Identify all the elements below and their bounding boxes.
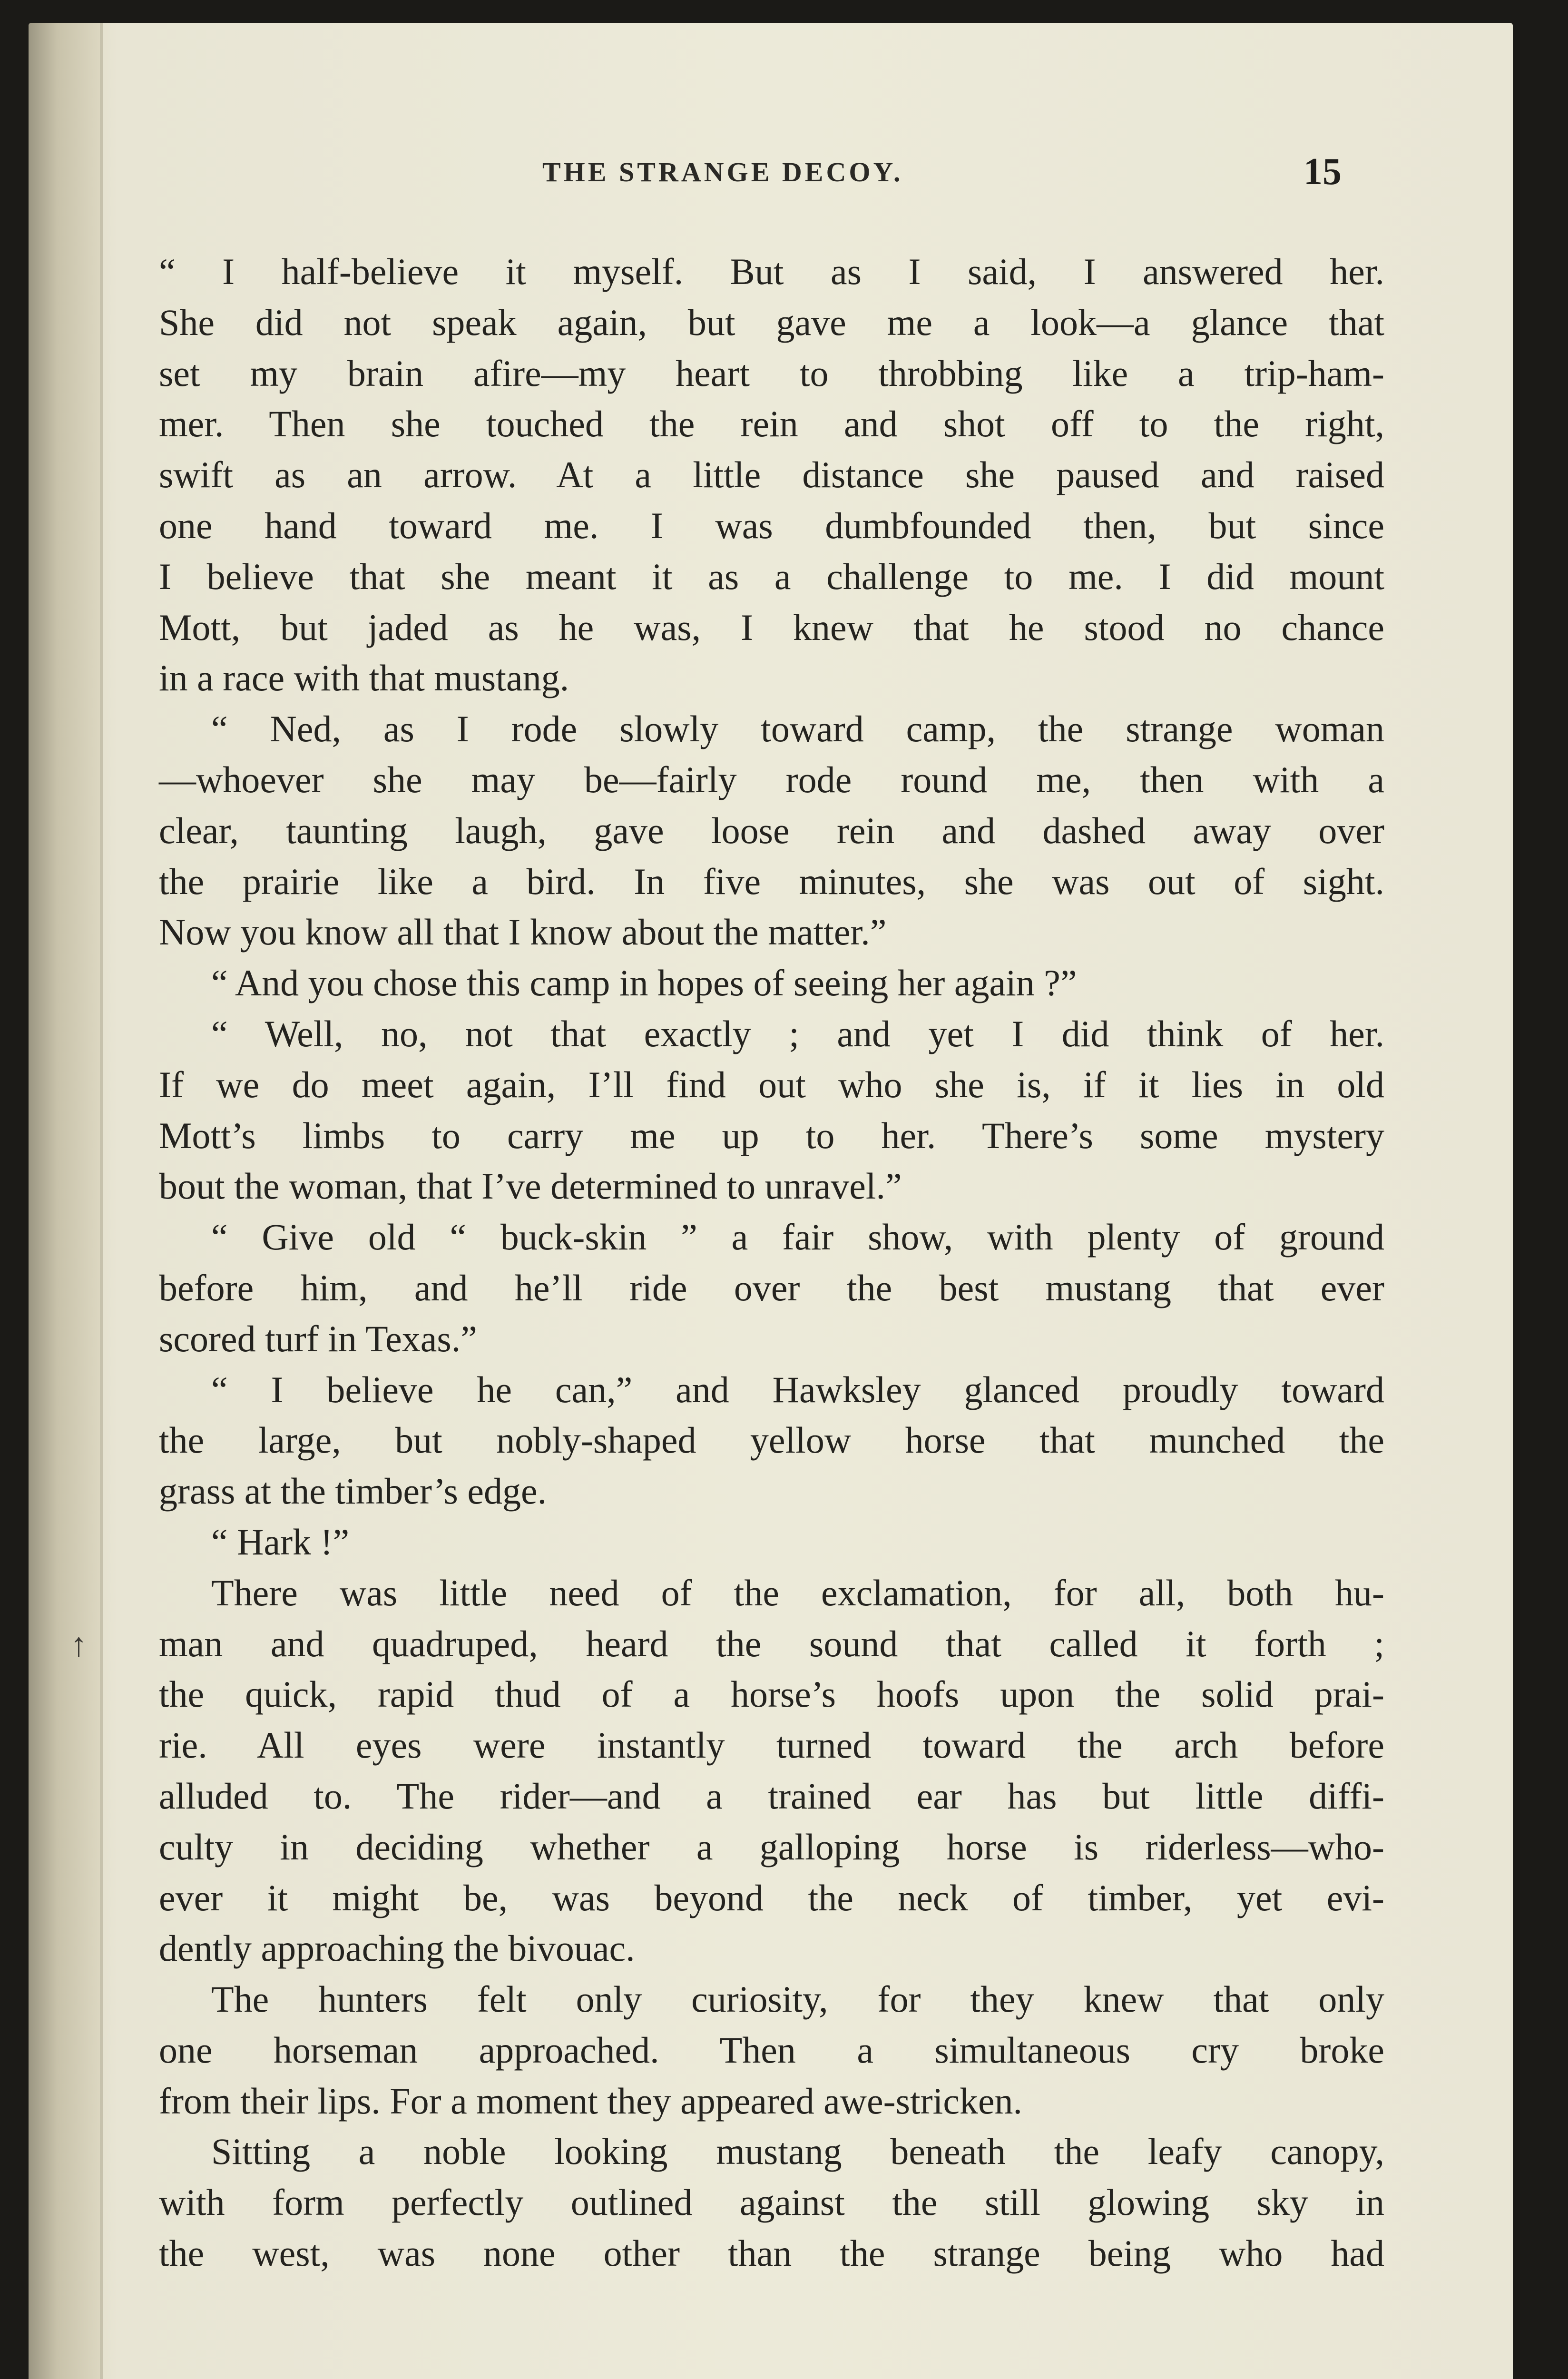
text-line: She did not speak again, but gave me a look—a glance that [159, 301, 1384, 343]
text-line: “ I half-believe it myself. But as I said, I answered her. [159, 251, 1384, 292]
book-page [29, 23, 1513, 2379]
page-number: 15 [1303, 151, 1342, 193]
text-line: the west, was none other than the strange being who had [159, 2232, 1384, 2274]
running-head: THE STRANGE DECOY. [542, 157, 903, 187]
text-line: dently approaching the bivouac. [159, 1927, 635, 1969]
text-line: “ Well, no, not that exactly ; and yet I did think of her. [211, 1013, 1384, 1054]
text-line: Mott, but jaded as he was, I knew that he stood no chance [159, 606, 1384, 648]
text-line: with form perfectly outlined against the still glowing sky in [159, 2182, 1384, 2223]
text-line: I believe that she meant it as a challenge to me. I did mount [159, 555, 1384, 597]
text-line: the prairie like a bird. In five minutes, she was out of sight. [159, 860, 1384, 902]
text-line: Sitting a noble looking mustang beneath the leafy canopy, [211, 2131, 1384, 2173]
text-line: man and quadruped, heard the sound that called it forth ; [159, 1622, 1384, 1664]
body-text [159, 246, 1384, 2279]
page-header [29, 150, 1513, 207]
text-line: clear, taunting laugh, gave loose rein and dashed away over [159, 809, 1384, 851]
text-line: There was little need of the exclamation, for all, both hu- [211, 1572, 1384, 1613]
text-line: If we do meet again, I’ll find out who she is, if it lies in old [159, 1063, 1384, 1105]
text-line: mer. Then she touched the rein and shot off to the right, [159, 403, 1384, 445]
text-line: one horseman approached. Then a simultaneous cry broke [159, 2029, 1384, 2071]
text-line: “ Hark !” [211, 1521, 350, 1563]
text-line: “ Give old “ buck-skin ” a fair show, with plenty of ground [211, 1216, 1384, 1258]
text-line: Mott’s limbs to carry me up to her. There’s some mystery [159, 1114, 1384, 1156]
text-line: in a race with that mustang. [159, 657, 569, 699]
text-line: “ Ned, as I rode slowly toward camp, the strange woman [211, 708, 1384, 750]
text-line: grass at the timber’s edge. [159, 1470, 547, 1512]
text-line: the quick, rapid thud of a horse’s hoofs upon the solid prai- [159, 1673, 1384, 1715]
text-line: swift as an arrow. At a little distance she paused and raised [159, 454, 1384, 496]
text-line: rie. All eyes were instantly turned toward the arch before [159, 1724, 1384, 1766]
text-line: before him, and he’ll ride over the best mustang that ever [159, 1267, 1384, 1308]
text-line: scored turf in Texas.” [159, 1317, 477, 1359]
text-line: one hand toward me. I was dumbfounded then, but since [159, 504, 1384, 546]
margin-mark-icon: ↑ [70, 1627, 87, 1663]
text-line: —whoever she may be—fairly rode round me, then with a [159, 758, 1384, 800]
text-line: The hunters felt only curiosity, for they knew that only [211, 1978, 1384, 2020]
text-line: Now you know all that I know about the matter.” [159, 911, 887, 953]
text-line: from their lips. For a moment they appeared awe-stricken. [159, 2080, 1023, 2122]
text-line: culty in deciding whether a galloping horse is riderless—who- [159, 1826, 1384, 1868]
page-fold [100, 23, 103, 2379]
text-line: bout the woman, that I’ve determined to unravel.” [159, 1165, 902, 1207]
text-line: the large, but nobly-shaped yellow horse that munched the [159, 1419, 1384, 1461]
text-line: ever it might be, was beyond the neck of timber, yet evi- [159, 1877, 1384, 1918]
text-line: set my brain afire—my heart to throbbing like a trip-ham- [159, 352, 1384, 394]
text-line: alluded to. The rider—and a trained ear has but little diffi- [159, 1775, 1384, 1817]
book-spine-shadow [29, 23, 100, 2379]
text-line: “ I believe he can,” and Hawksley glanced proudly toward [211, 1368, 1384, 1410]
text-line: “ And you chose this camp in hopes of seeing her again ?” [211, 962, 1077, 1004]
